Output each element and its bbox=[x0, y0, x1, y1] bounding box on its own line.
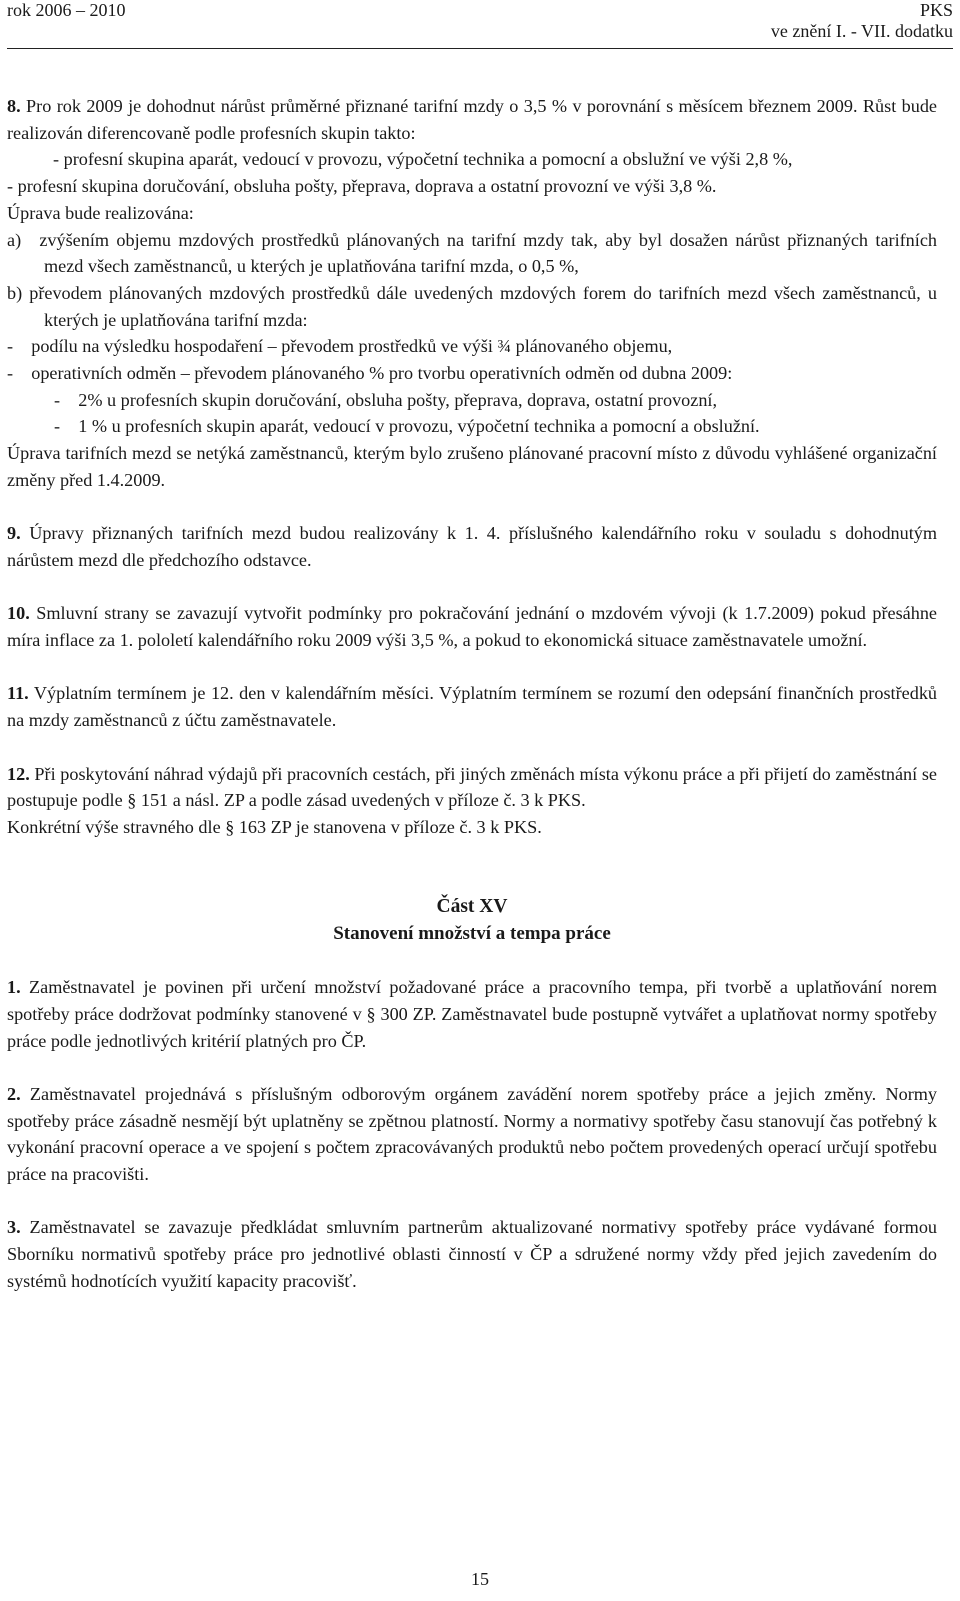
section-paragraph-2 bbox=[7, 1081, 937, 1188]
list-item: - 2% u profesních skupin doručování, obsluha pošty, přeprava, doprava, ostatní provozní, bbox=[54, 389, 718, 410]
list-item-a: a) zvýšením objemu mzdových prostředků plánovaných na tarifní mzdy tak, aby byl dosažen nárůst přiznaných tarifních mezd všech zaměstnanců, u kterých je uplatňována tarifní mzda, o 0,5 %, bbox=[7, 229, 937, 277]
page-header bbox=[7, 0, 953, 48]
paragraph-text: Zaměstnavatel projednává s příslušným odborovým orgánem zavádění norem spotřeby práce a jejich změny. Normy spotřeby práce zásadně nesmějí být uplatněny se zpětnou platností. Normy a normativy spotřeby času stanovují čas potřebný k vykonání pracovní operace a ve spojení s počtem zpracovávaných produktů nebo počtem provedených operací určují spotřebu práce na pracovišti. bbox=[7, 1083, 937, 1184]
paragraph-text: Úprava bude realizována: bbox=[7, 202, 194, 223]
paragraph-12 bbox=[7, 761, 937, 814]
paragraph-text: Pro rok 2009 je dohodnut nárůst průměrné přiznané tarifní mzdy o 3,5 % v porovnání s měsícem březnem 2009. Růst bude realizován diferencovaně podle profesních skupin takto: bbox=[7, 96, 938, 143]
section-title: Část XV bbox=[436, 896, 508, 917]
paragraph-number: 9. bbox=[7, 523, 21, 544]
section-paragraph-1 bbox=[7, 974, 937, 1054]
header-document-info bbox=[771, 0, 953, 42]
page-number: 15 bbox=[471, 1569, 489, 1589]
paragraph-number: 11. bbox=[7, 683, 29, 704]
paragraph-number: 3. bbox=[7, 1217, 21, 1238]
section-subtitle: Stanovení množství a tempa práce bbox=[333, 922, 611, 944]
paragraph-11 bbox=[7, 680, 937, 733]
paragraph-number: 12. bbox=[7, 763, 30, 784]
document-body bbox=[7, 93, 937, 1295]
list-item: - podílu na výsledku hospodaření – převodem prostředků ve výši ¾ plánovaného objemu, bbox=[7, 336, 673, 357]
paragraph-8 bbox=[7, 93, 937, 146]
paragraph-text: Konkrétní výše stravného dle § 163 ZP je stanovena v příloze č. 3 k PKS. bbox=[7, 816, 542, 837]
list-item: - profesní skupina aparát, vedoucí v provozu, výpočetní technika a pomocní a obslužní ve výši 2,8 %, bbox=[53, 149, 793, 170]
paragraph-text: Při poskytování náhrad výdajů při pracovních cestách, při jiných změnách místa výkonu práce a při přijetí do zaměstnání se postupuje podle § 151 a násl. ZP a podle zásad uvedených v příloze č. 3 k PKS. bbox=[7, 763, 937, 811]
paragraph-number: 1. bbox=[7, 977, 21, 998]
paragraph-number: 10. bbox=[7, 603, 30, 624]
paragraph-9 bbox=[7, 520, 937, 573]
paragraph-number: 2. bbox=[7, 1083, 21, 1104]
list-item: - profesní skupina doručování, obsluha pošty, přeprava, doprava a ostatní provozní ve výši 3,8 %. bbox=[7, 176, 717, 197]
paragraph-text: Zaměstnavatel je povinen při určení množství požadované práce a pracovního tempa, při tvorbě a uplatňování norem spotřeby práce dodržovat podmínky stanovené v § 300 ZP. Zaměstnavatel bude postupně vytvářet a uplatňovat normy spotřeby práce podle jednotlivých kritérií platných pro ČP. bbox=[7, 977, 938, 1051]
paragraph-text: Úpravy přiznaných tarifních mezd budou realizovány k 1. 4. příslušného kalendářního roku v souladu s dohodnutým nárůstem mezd dle předchozího odstavce. bbox=[7, 523, 938, 570]
list-item: - 1 % u profesních skupin aparát, vedoucí v provozu, výpočetní technika a pomocní a obslužní. bbox=[54, 416, 760, 437]
paragraph-text: Smluvní strany se zavazují vytvořit podmínky pro pokračování jednání o mzdovém vývoji (k 1.7.2009) pokud přesáhne míra inflace za 1. pololetí kalendářního roku 2009 výši 3,5 %, a pokud to ekonomická situace zaměstnavatele umožní. bbox=[7, 603, 937, 651]
header-pks: PKS bbox=[919, 0, 953, 20]
header-years: rok 2006 – 2010 bbox=[7, 0, 126, 20]
list-item: - operativních odměn – převodem plánovaného % pro tvorbu operativních odměn od dubna 2009: bbox=[7, 363, 733, 384]
list-item-b: b) převodem plánovaných mzdových prostředků dále uvedených mzdových forem do tarifních mezd všech zaměstnanců, u kterých je uplatňována tarifní mzda: bbox=[7, 282, 937, 330]
paragraph-number: 8. bbox=[7, 96, 21, 116]
header-amendments: ve znění I. - VII. dodatku bbox=[770, 21, 953, 41]
paragraph-text: Úprava tarifních mezd se netýká zaměstnanců, kterým bylo zrušeno plánované pracovní místo z důvodu vyhlášené organizační změny před 1.4.2009. bbox=[7, 443, 937, 490]
paragraph-text: Výplatním termínem je 12. den v kalendářním měsíci. Výplatním termínem se rozumí den odepsání finančních prostředků na mzdy zaměstnanců z účtu zaměstnavatele. bbox=[7, 683, 938, 731]
paragraph-text: Zaměstnavatel se zavazuje předkládat smluvním partnerům aktualizované normativy spotřeby práce vydávané formou Sborníku normativů spotřeby práce pro jednotlivé oblasti činností v ČP a sdružené normy vždy před jejich zavedením do systémů hodnotících využití kapacity pracovišť. bbox=[7, 1217, 938, 1291]
paragraph-10 bbox=[7, 600, 937, 653]
header-rule bbox=[7, 48, 953, 49]
section-paragraph-3 bbox=[7, 1214, 937, 1294]
